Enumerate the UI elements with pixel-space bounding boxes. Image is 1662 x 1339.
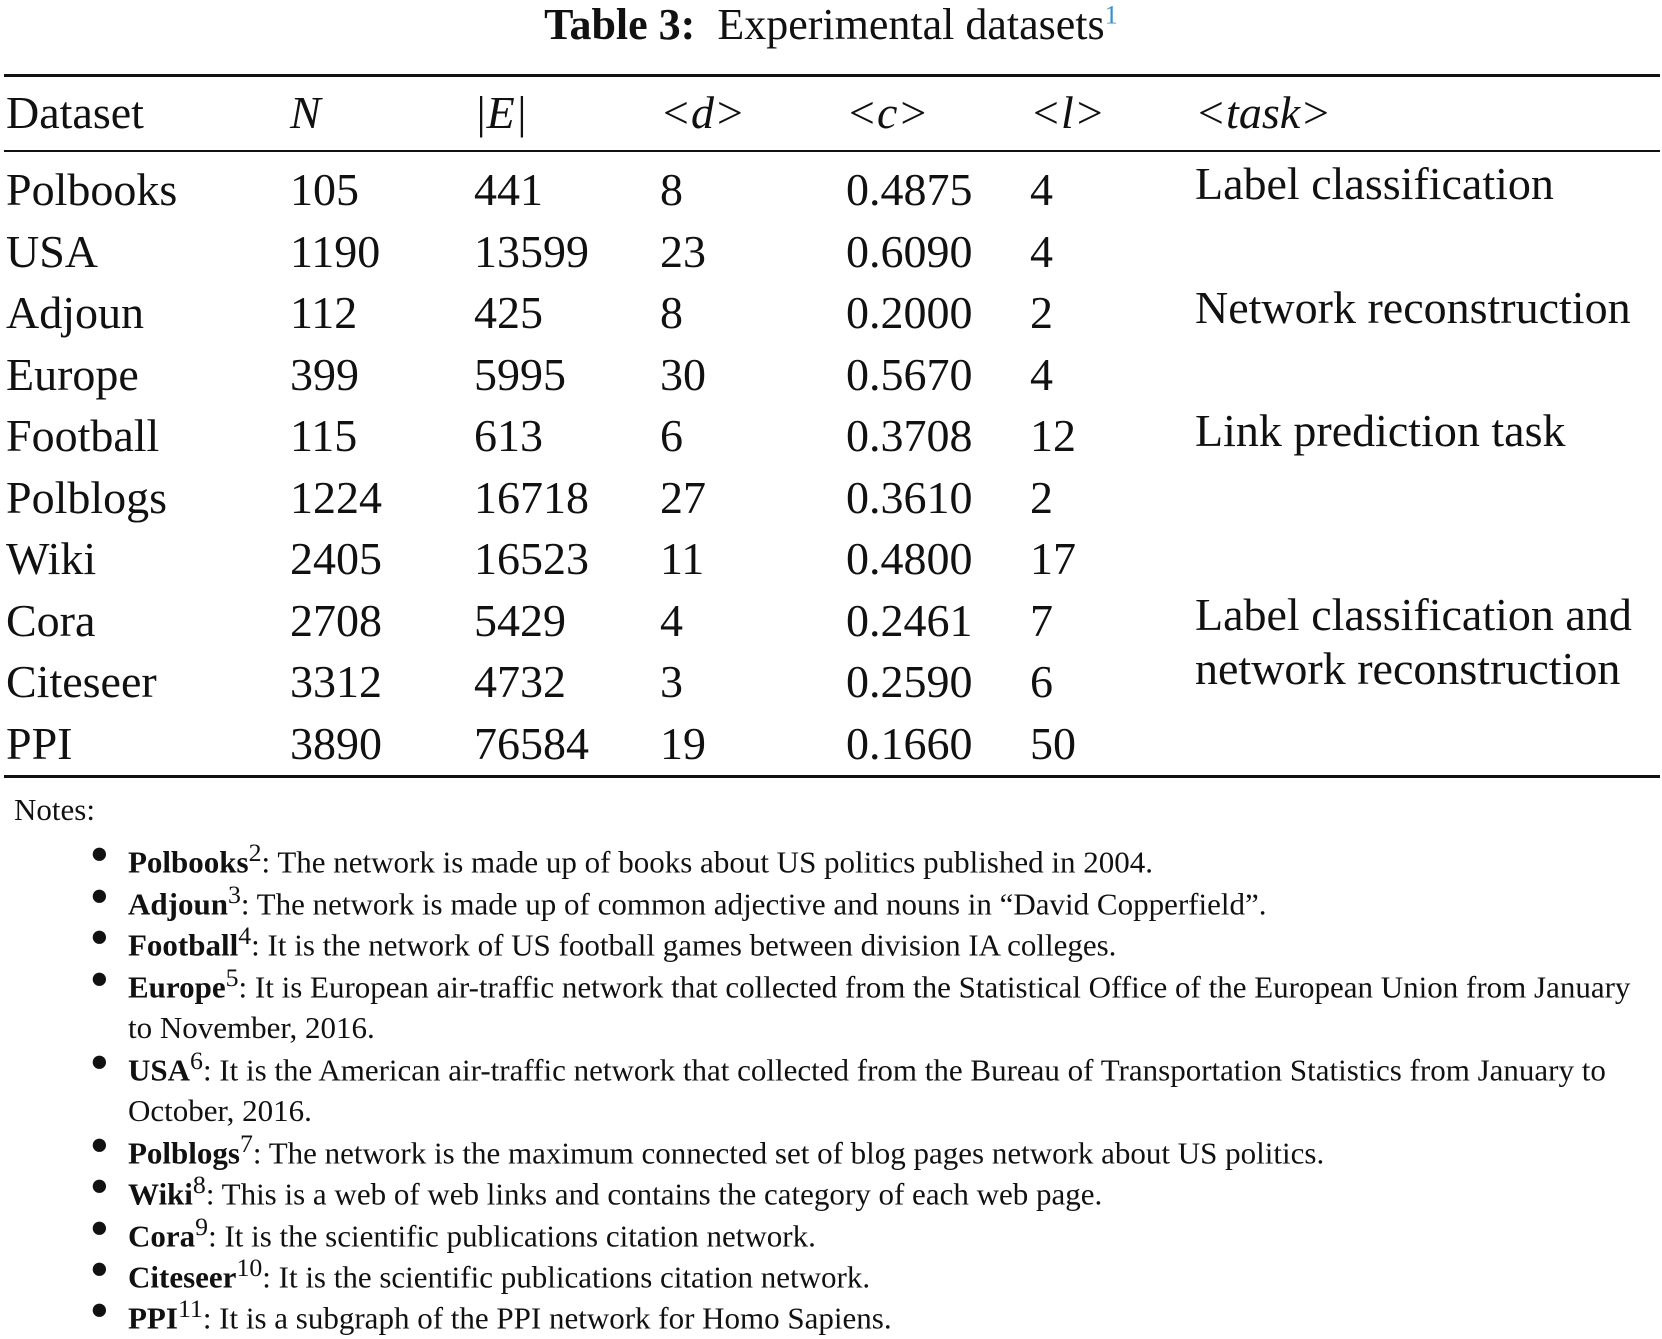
- bullet-icon: ●: [90, 959, 109, 995]
- cell-dataset: PPI: [6, 717, 73, 769]
- cell-degree: 30: [660, 348, 706, 400]
- note-text: : The network is made up of common adjective and nouns in “David Copperfield”.: [240, 885, 1267, 921]
- cell-dataset: Polblogs: [6, 471, 168, 523]
- note-dataset-name: Europe: [128, 968, 226, 1004]
- cell-edges: 613: [474, 410, 543, 461]
- note-footnote-ref[interactable]: 10: [236, 1253, 263, 1282]
- cell-dataset: USA: [6, 225, 99, 277]
- cell-clustering: 0.6090: [846, 225, 973, 277]
- cell-degree: 3: [660, 656, 683, 707]
- note-dataset-name: Wiki: [128, 1176, 193, 1212]
- cell-clustering: 0.4875: [846, 164, 973, 215]
- note-dataset-name: Football: [128, 927, 239, 963]
- note-footnote-ref[interactable]: 7: [239, 1128, 253, 1158]
- cell-edges: 425: [474, 287, 543, 338]
- cell-dataset: Europe: [6, 348, 139, 400]
- note-text: : It is the American air-traffic network that collected from the Bureau of Transportation Statistics from January to October, 2016.: [128, 1051, 1606, 1129]
- cell-clustering: 0.5670: [846, 348, 973, 400]
- cell-degree: 23: [660, 225, 706, 277]
- notes-title: Notes:: [14, 792, 95, 827]
- task-label-classification: Label classification: [1195, 158, 1554, 209]
- note-text: : This is a web of web links and contains the category of each web page.: [205, 1176, 1103, 1212]
- cell-clustering: 0.2590: [846, 656, 973, 707]
- note-dataset-name: Cora: [128, 1217, 196, 1253]
- cell-n: 3312: [290, 656, 382, 707]
- cell-edges: 5995: [474, 348, 566, 400]
- note-text: : It is the network of US football games between division IA colleges.: [251, 927, 1117, 963]
- header-task: <task>: [1195, 87, 1332, 138]
- cell-n: 1190: [290, 225, 381, 277]
- task-network-reconstruction: Network reconstruction: [1195, 282, 1631, 333]
- note-text: : It is the scientific publications citation network.: [262, 1259, 871, 1295]
- task-combined-line1: Label classification and: [1195, 589, 1632, 640]
- cell-path-length: 4: [1030, 164, 1053, 215]
- cell-n: 2405: [290, 533, 382, 584]
- cell-dataset: Adjoun: [6, 287, 144, 338]
- cell-degree: 8: [660, 164, 683, 215]
- note-item: [90, 957, 1662, 1049]
- cell-dataset: Polbooks: [6, 164, 178, 215]
- cell-edges: 5429: [474, 594, 566, 646]
- caption-text: Experimental datasets: [717, 0, 1105, 49]
- note-item: [90, 1288, 1662, 1339]
- header-rule: [4, 150, 1660, 152]
- cell-n: 3890: [290, 717, 382, 769]
- cell-dataset: Wiki: [6, 533, 97, 584]
- header-dataset: Dataset: [6, 87, 144, 138]
- note-dataset-name: Polbooks: [128, 844, 249, 880]
- note-footnote-ref[interactable]: 3: [227, 879, 241, 909]
- cell-edges: 76584: [474, 717, 589, 769]
- cell-n: 112: [290, 287, 358, 338]
- cell-degree: 11: [660, 533, 705, 584]
- bullet-icon: ●: [90, 1042, 109, 1078]
- bullet-icon: ●: [90, 1167, 109, 1202]
- note-text: : It is the scientific publications citation network.: [208, 1217, 816, 1253]
- bullet-icon: ●: [90, 1291, 109, 1326]
- note-dataset-name: PPI: [128, 1300, 178, 1336]
- note-footnote-ref[interactable]: 11: [177, 1294, 203, 1323]
- cell-path-length: 50: [1030, 717, 1076, 769]
- table-caption: [0, 0, 1662, 50]
- note-dataset-name: Polblogs: [128, 1134, 240, 1170]
- cell-clustering: 0.2461: [846, 594, 973, 646]
- caption-footnote-ref[interactable]: 1: [1104, 0, 1118, 30]
- note-text: : The network is made up of books about US politics published in 2004.: [261, 844, 1153, 880]
- note-dataset-name: Citeseer: [128, 1259, 237, 1295]
- header-clustering: <c>: [846, 87, 929, 138]
- cell-dataset: Cora: [6, 594, 96, 646]
- cell-edges: 4732: [474, 656, 566, 707]
- cell-degree: 6: [660, 410, 683, 461]
- cell-degree: 8: [660, 287, 683, 338]
- cell-edges: 13599: [474, 225, 589, 277]
- note-footnote-ref[interactable]: 9: [195, 1211, 209, 1241]
- note-dataset-name: USA: [128, 1051, 191, 1087]
- cell-path-length: 4: [1030, 225, 1053, 277]
- bullet-icon: ●: [90, 1208, 109, 1244]
- note-footnote-ref[interactable]: 4: [238, 921, 252, 950]
- note-footnote-ref[interactable]: 6: [190, 1045, 203, 1075]
- cell-n: 399: [290, 348, 359, 400]
- bottom-rule: [4, 775, 1660, 778]
- cell-clustering: 0.1660: [846, 717, 973, 769]
- cell-degree: 19: [660, 717, 706, 769]
- bullet-icon: ●: [90, 835, 109, 870]
- cell-n: 115: [290, 410, 358, 461]
- header-degree: <d>: [660, 87, 746, 138]
- note-text: : It is European air-traffic network that collected from the Statistical Office of the European Union from January to November, 2016.: [128, 968, 1631, 1046]
- cell-path-length: 4: [1030, 348, 1053, 400]
- bullet-icon: ●: [90, 876, 109, 912]
- cell-path-length: 7: [1030, 594, 1053, 646]
- cell-degree: 27: [660, 471, 706, 523]
- cell-edges: 16523: [474, 533, 589, 584]
- note-text: : It is a subgraph of the PPI network for Homo Sapiens.: [202, 1300, 892, 1336]
- cell-clustering: 0.4800: [846, 533, 973, 584]
- note-item: [90, 1040, 1662, 1132]
- bullet-icon: ●: [90, 1125, 109, 1161]
- cell-path-length: 6: [1030, 656, 1053, 707]
- cell-edges: 441: [474, 164, 543, 215]
- cell-dataset: Citeseer: [6, 656, 157, 707]
- note-dataset-name: Adjoun: [128, 885, 228, 921]
- cell-clustering: 0.2000: [846, 287, 973, 338]
- cell-clustering: 0.3708: [846, 410, 973, 461]
- note-footnote-ref[interactable]: 2: [248, 838, 262, 867]
- cell-path-length: 2: [1030, 471, 1053, 523]
- note-footnote-ref[interactable]: 8: [192, 1170, 206, 1199]
- task-link-prediction: Link prediction task: [1195, 405, 1566, 456]
- caption-label: Table 3:: [544, 0, 696, 49]
- cell-n: 1224: [290, 471, 382, 523]
- cell-n: 105: [290, 164, 359, 215]
- top-rule: [4, 74, 1660, 77]
- cell-degree: 4: [660, 594, 683, 646]
- bullet-icon: ●: [90, 1250, 109, 1285]
- cell-n: 2708: [290, 594, 382, 646]
- bullet-icon: ●: [90, 918, 109, 953]
- cell-path-length: 2: [1030, 287, 1053, 338]
- header-n: N: [290, 87, 321, 138]
- cell-edges: 16718: [474, 471, 589, 523]
- task-combined-line2: network reconstruction: [1195, 643, 1621, 694]
- note-text: : The network is the maximum connected set of blog pages network about US politics.: [252, 1134, 1325, 1170]
- cell-path-length: 17: [1030, 533, 1076, 584]
- header-path-length: <l>: [1030, 87, 1105, 138]
- cell-clustering: 0.3610: [846, 471, 973, 523]
- header-edges: |E|: [474, 87, 528, 138]
- cell-dataset: Football: [6, 410, 160, 461]
- note-footnote-ref[interactable]: 5: [225, 962, 239, 992]
- cell-path-length: 12: [1030, 410, 1076, 461]
